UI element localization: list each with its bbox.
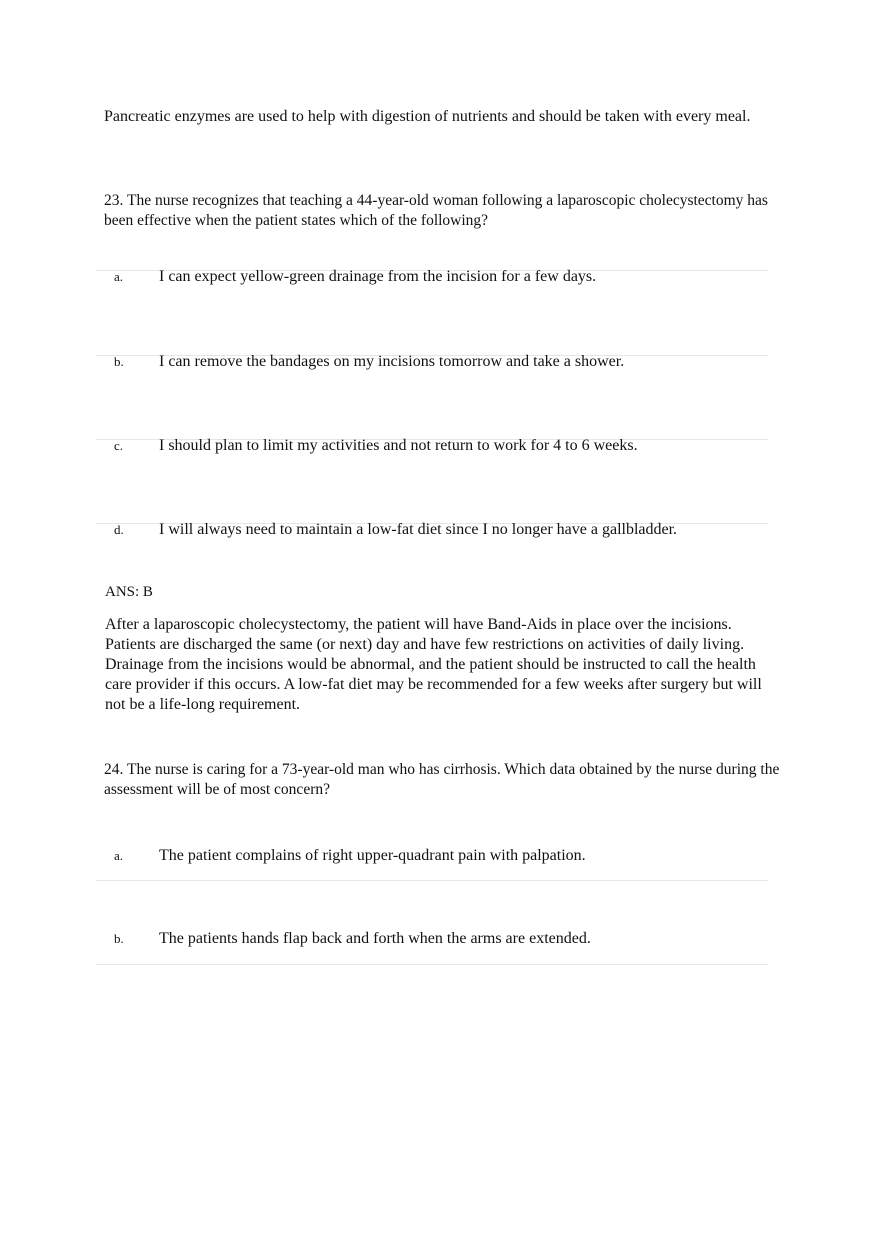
q23-rationale: After a laparoscopic cholecystectomy, the patient will have Band-Aids in place over the incisions. Patients are discharged the same (or next) day and have few restrictions on activities of daily living. Drainage from the incisions would be abnormal, and the patient should be instructed to call the health care provider if this occurs. A low-fat diet may be recommended for a few weeks after surgery but will not be a life-long requirement.: [105, 616, 762, 713]
q23-option-c-text: I should plan to limit my activities and not return to work for 4 to 6 weeks.: [159, 437, 638, 454]
q23-option-a-letter: a.: [114, 269, 124, 284]
q24-option-a-letter: a.: [114, 848, 124, 863]
question-24-stem: 24. The nurse is caring for a 73-year-old man who has cirrhosis. Which data obtained by the nurse during the assessment will be of most concern?: [104, 761, 780, 798]
q23-option-d-text: I will always need to maintain a low-fat diet since I no longer have a gallbladder.: [159, 521, 678, 538]
q24-option-a-text: The patient complains of right upper-quadrant pain with palpation.: [159, 847, 586, 864]
option-divider: [96, 964, 768, 965]
q23-option-d-letter: d.: [114, 522, 124, 537]
question-23-stem: 23. The nurse recognizes that teaching a 44-year-old woman following a laparoscopic cholecystectomy has been effective when the patient states which of the following?: [104, 192, 768, 229]
q23-answer: ANS: B: [105, 584, 153, 600]
q23-option-c-letter: c.: [114, 438, 124, 453]
q23-option-b-letter: b.: [114, 354, 124, 369]
q24-option-b-text: The patients hands flap back and forth when the arms are extended.: [159, 930, 591, 947]
q23-option-a-text: I can expect yellow-green drainage from the incision for a few days.: [159, 268, 597, 285]
option-divider: [96, 880, 768, 881]
q24-option-b-letter: b.: [114, 931, 124, 946]
q23-option-b-text: I can remove the bandages on my incisions tomorrow and take a shower.: [159, 353, 625, 370]
intro-paragraph: Pancreatic enzymes are used to help with digestion of nutrients and should be taken with every meal.: [104, 108, 751, 125]
